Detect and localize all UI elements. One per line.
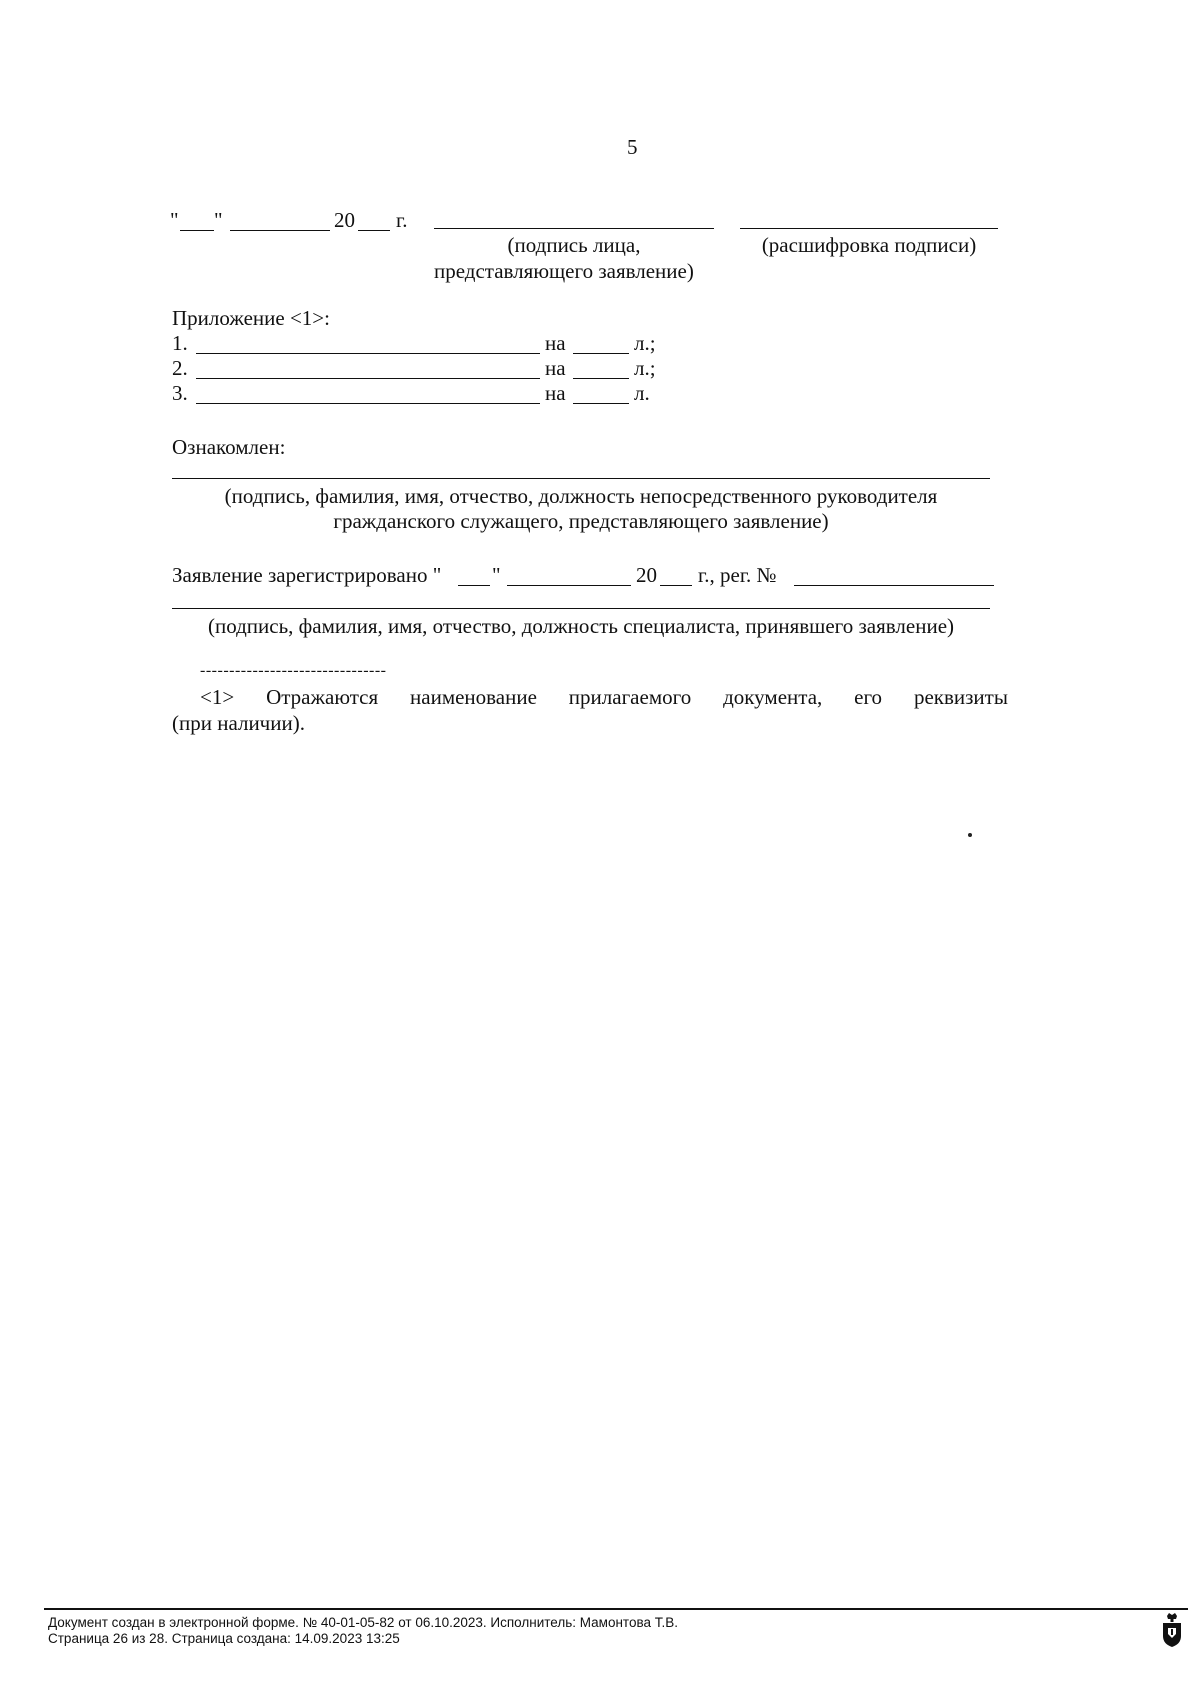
date-open-quote: " — [170, 208, 179, 232]
attachment-sheets-line — [573, 353, 629, 354]
signature-caption-line2: представляющего заявление) — [434, 259, 694, 283]
signature-caption-line1: (подпись лица, — [507, 233, 641, 257]
attachment-number: 3. — [172, 381, 188, 405]
attachment-unit-label: л. — [634, 381, 650, 405]
page-number: 5 — [627, 135, 638, 159]
acknowledged-label: Ознакомлен: — [172, 435, 286, 459]
footnote-word: его — [854, 685, 883, 709]
footer-line1: Документ создан в электронной форме. № 40-01-05-82 от 06.10.2023. Исполнитель: Мамонтова Т.В. — [48, 1615, 678, 1630]
footnote-word: документа, — [723, 685, 823, 709]
footer-rule — [44, 1608, 1188, 1610]
acknowledged-caption-line1: (подпись, фамилия, имя, отчество, должность непосредственного руководителя — [224, 484, 938, 508]
year-blank-line — [358, 230, 390, 231]
registration-reg-label: г., рег. № — [698, 563, 777, 587]
acknowledged-signature-line — [172, 478, 990, 479]
year-prefix: 20 — [334, 208, 355, 232]
registration-label: Заявление зарегистрировано " — [172, 563, 442, 587]
footnote-text-line2: (при наличии). — [172, 711, 305, 735]
attachment-title-line — [196, 378, 540, 379]
registrar-signature-line — [172, 608, 990, 609]
footnote-word: прилагаемого — [568, 685, 692, 709]
coat-of-arms-icon — [1160, 1612, 1184, 1648]
registration-year-line — [660, 585, 692, 586]
attachments-heading: Приложение <1>: — [172, 306, 330, 330]
year-suffix: г. — [396, 208, 408, 232]
registration-day-line — [458, 585, 490, 586]
footnote-word: реквизиты — [913, 685, 1008, 709]
attachment-on-label: на — [545, 381, 566, 405]
attachment-unit-label: л.; — [634, 331, 656, 355]
month-blank-line — [230, 230, 330, 231]
registrar-caption: (подпись, фамилия, имя, отчество, должность специалиста, принявшего заявление) — [207, 614, 955, 638]
footnote-word: наименование — [410, 685, 537, 709]
registration-close-quote: " — [492, 563, 501, 587]
registration-number-line — [794, 585, 994, 586]
attachment-on-label: на — [545, 356, 566, 380]
footnote-word: <1> — [200, 685, 235, 709]
footer-line2: Страница 26 из 28. Страница создана: 14.09.2023 13:25 — [48, 1631, 400, 1646]
attachment-number: 2. — [172, 356, 188, 380]
attachment-title-line — [196, 403, 540, 404]
attachment-sheets-line — [573, 378, 629, 379]
footnote-separator: -------------------------------- — [200, 662, 387, 679]
attachment-on-label: на — [545, 331, 566, 355]
attachment-unit-label: л.; — [634, 356, 656, 380]
attachment-number: 1. — [172, 331, 188, 355]
day-blank-line — [180, 230, 214, 231]
attachment-sheets-line — [573, 403, 629, 404]
decoding-caption: (расшифровка подписи) — [761, 233, 977, 257]
registration-year-prefix: 20 — [636, 563, 657, 587]
registration-month-line — [507, 585, 631, 586]
footnote-text-line1 — [200, 684, 1008, 710]
footnote-word: Отражаются — [266, 685, 379, 709]
decoding-blank-line — [740, 228, 998, 229]
signature-blank-line — [434, 228, 714, 229]
attachment-title-line — [196, 353, 540, 354]
date-close-quote: " — [214, 208, 223, 232]
acknowledged-caption-line2: гражданского служащего, представляющего заявление) — [333, 509, 829, 533]
scan-speck — [968, 833, 972, 837]
